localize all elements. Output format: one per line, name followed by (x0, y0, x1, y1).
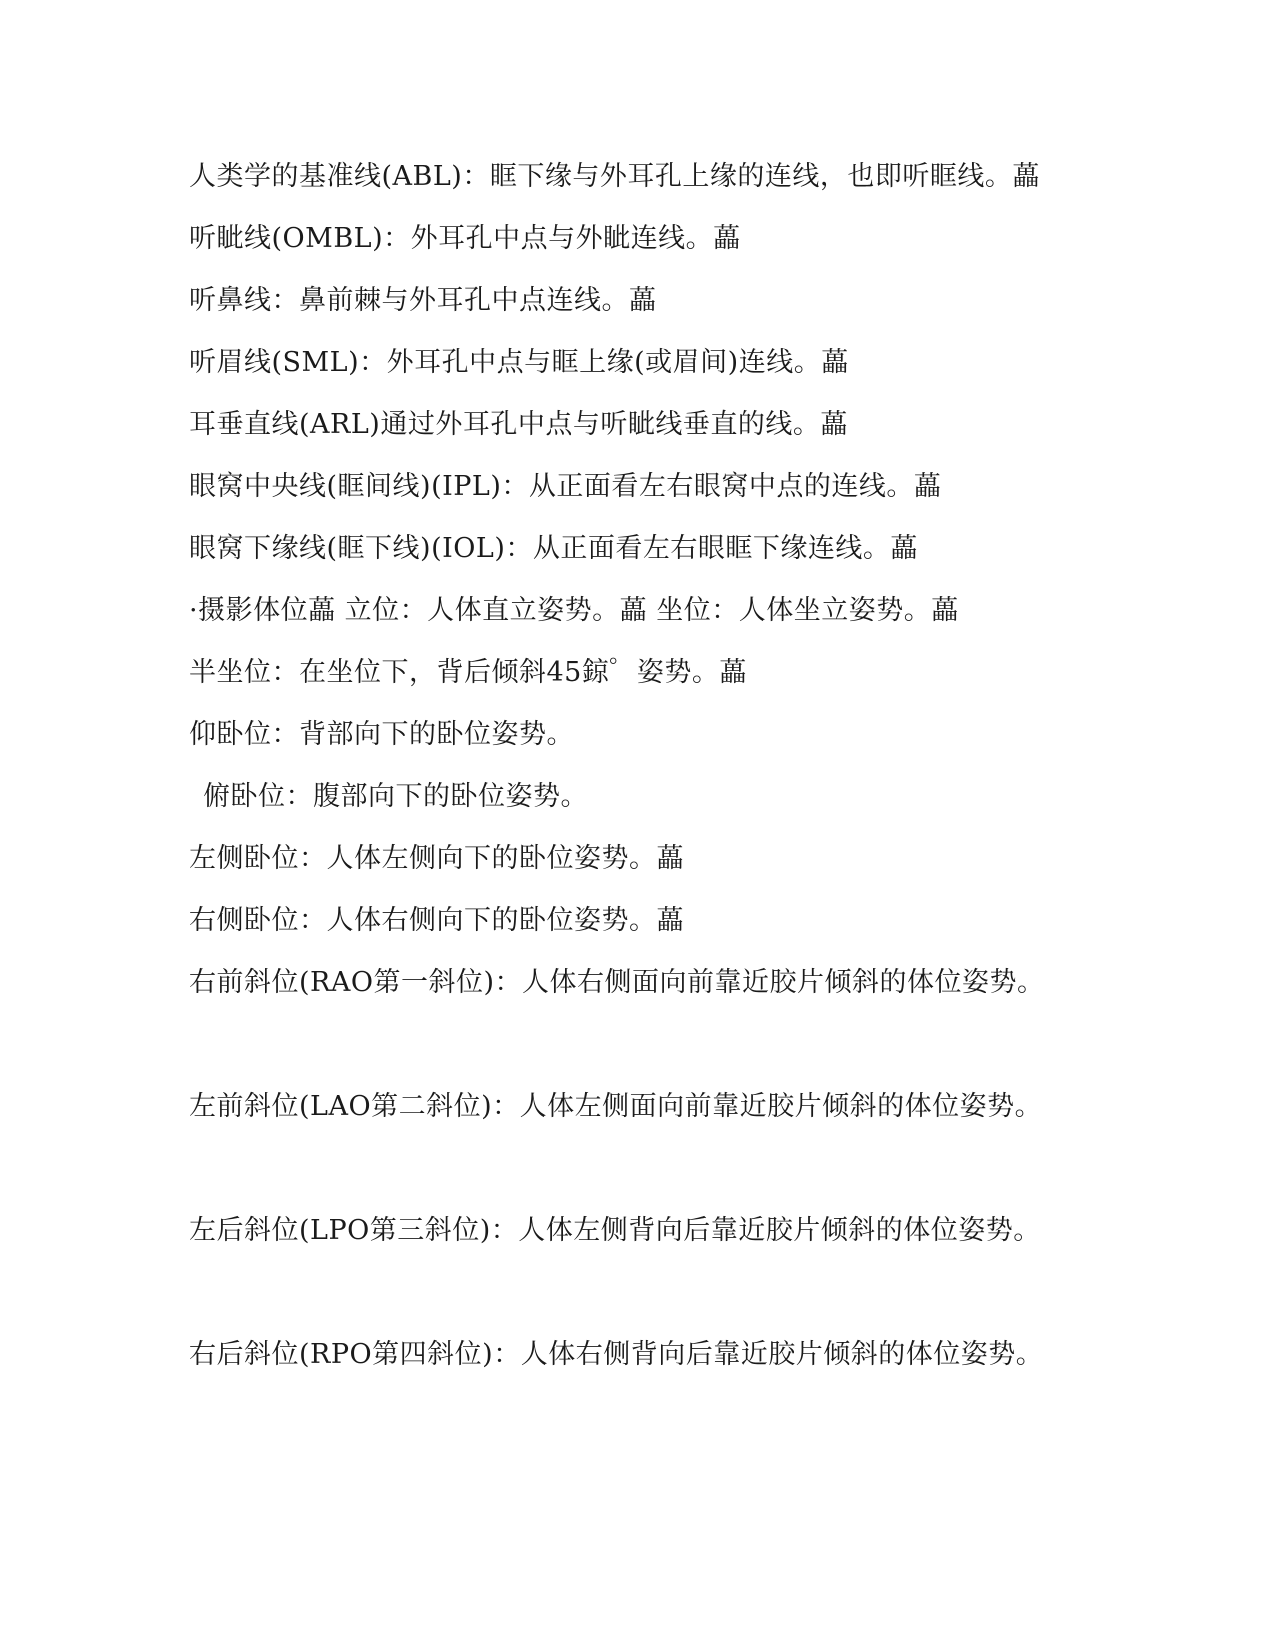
text-line: 眼窝下缘线(眶下线)(IOL)：从正面看左右眼眶下缘连线。藟 (189, 533, 918, 564)
text-line: 耳垂直线(ARL)通过外耳孔中点与听眦线垂直的线。藟 (189, 409, 848, 440)
text-line: 听鼻线：鼻前棘与外耳孔中点连线。藟 (189, 285, 657, 316)
text-line: 俯卧位：腹部向下的卧位姿势。 (203, 781, 588, 812)
text-line: 听眦线(OMBL)：外耳孔中点与外眦连线。藟 (189, 223, 741, 254)
text-line: ·摄影体位藟 立位：人体直立姿势。藟 坐位：人体坐立姿势。藟 (189, 595, 959, 626)
text-line: 眼窝中央线(眶间线)(IPL)：从正面看左右眼窝中点的连线。藟 (189, 471, 942, 502)
text-line: 右侧卧位：人体右侧向下的卧位姿势。藟 (189, 905, 684, 936)
text-line: 半坐位：在坐位下，背后倾斜45鍄゜姿势。藟 (189, 657, 747, 688)
text-line: 左后斜位(LPO第三斜位)：人体左侧背向后靠近胶片倾斜的体位姿势。 (189, 1215, 1041, 1246)
text-line: 左侧卧位：人体左侧向下的卧位姿势。藟 (189, 843, 684, 874)
text-line: 仰卧位：背部向下的卧位姿势。 (189, 719, 574, 750)
text-line: 右前斜位(RAO第一斜位)：人体右侧面向前靠近胶片倾斜的体位姿势。 (189, 967, 1045, 998)
text-line: 右后斜位(RPO第四斜位)：人体右侧背向后靠近胶片倾斜的体位姿势。 (189, 1339, 1044, 1370)
text-line: 左前斜位(LAO第二斜位)：人体左侧面向前靠近胶片倾斜的体位姿势。 (189, 1091, 1043, 1122)
text-line: 听眉线(SML)：外耳孔中点与眶上缘(或眉间)连线。藟 (189, 347, 849, 378)
text-line: 人类学的基准线(ABL)：眶下缘与外耳孔上缘的连线，也即听眶线。藟 (189, 161, 1040, 192)
